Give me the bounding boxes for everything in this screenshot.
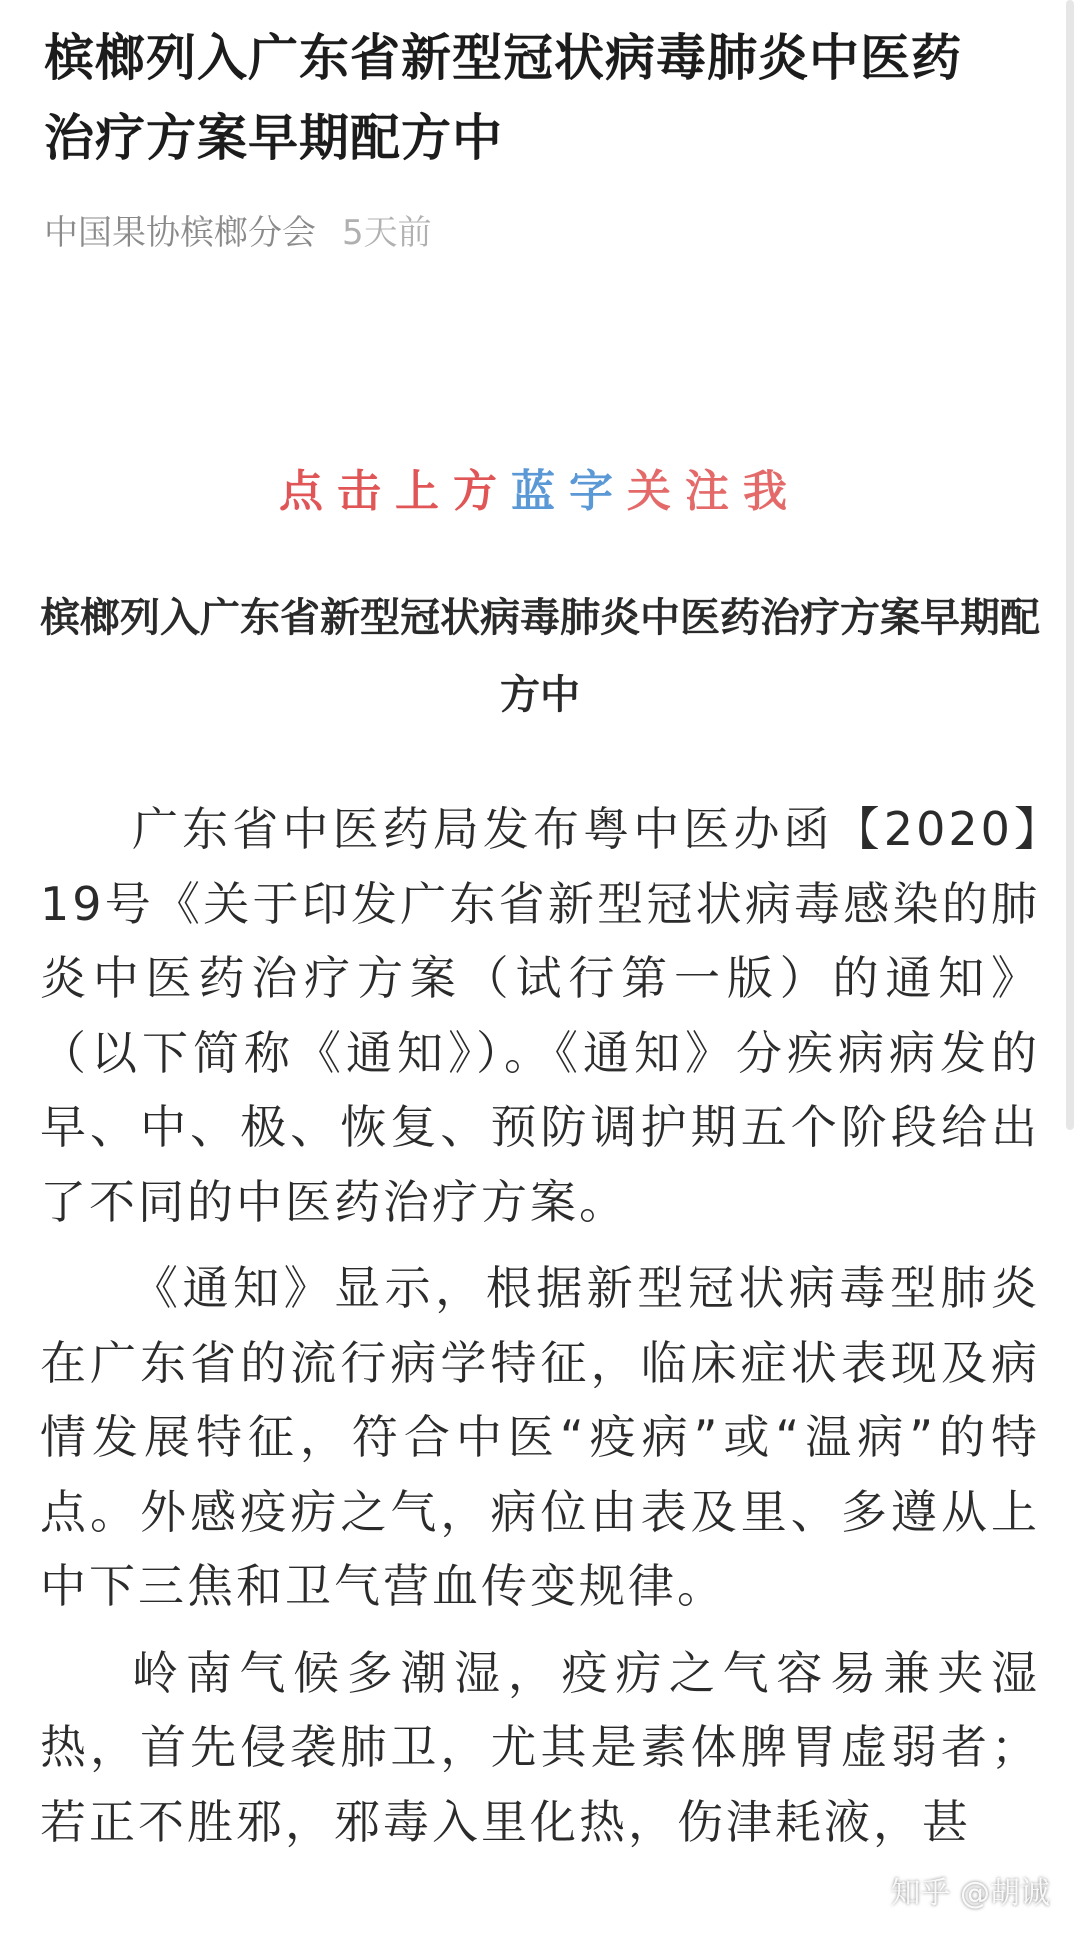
- paragraph: 《通知》显示，根据新型冠状病毒型肺炎在广东省的流行病学特征，临床症状表现及病情发展特征，符合中医“疫病”或“温病”的特点。外感疫疠之气，病位由表及里、多遵从上中下三焦和卫气营血传变规律。: [40, 1261, 1040, 1613]
- scrollbar[interactable]: [1066, 0, 1074, 1130]
- banner-text-follow: 关注我: [627, 466, 801, 517]
- watermark: 知乎 @胡诚: [890, 1876, 1050, 1911]
- banner-text-blue: 蓝字: [511, 466, 627, 517]
- article-subtitle: 槟榔列入广东省新型冠状病毒肺炎中医药治疗方案早期配方中: [40, 595, 1040, 718]
- author-name[interactable]: 中国果协槟榔分会: [44, 213, 316, 253]
- article-title: 槟榔列入广东省新型冠状病毒肺炎中医药治疗方案早期配方中: [44, 29, 962, 167]
- banner-text-click: 点击上方: [279, 466, 511, 517]
- publish-time: 5天前: [342, 213, 432, 253]
- follow-banner[interactable]: [0, 455, 1080, 519]
- article-body: [40, 792, 1040, 1871]
- article-meta: [44, 205, 432, 254]
- paragraph: 岭南气候多潮湿，疫疠之气容易兼夹湿热，首先侵袭肺卫，尤其是素体脾胃虚弱者；若正不胜邪，邪毒入里化热，伤津耗液，甚: [40, 1645, 1040, 1849]
- paragraph: 广东省中医药局发布粤中医办函【2020】19号《关于印发广东省新型冠状病毒感染的肺炎中医药治疗方案（试行第一版）的通知》（以下简称《通知》）。《通知》分疾病病发的早、中、极、恢复、预防调护期五个阶段给出了不同的中医药治疗方案。: [40, 802, 1040, 1229]
